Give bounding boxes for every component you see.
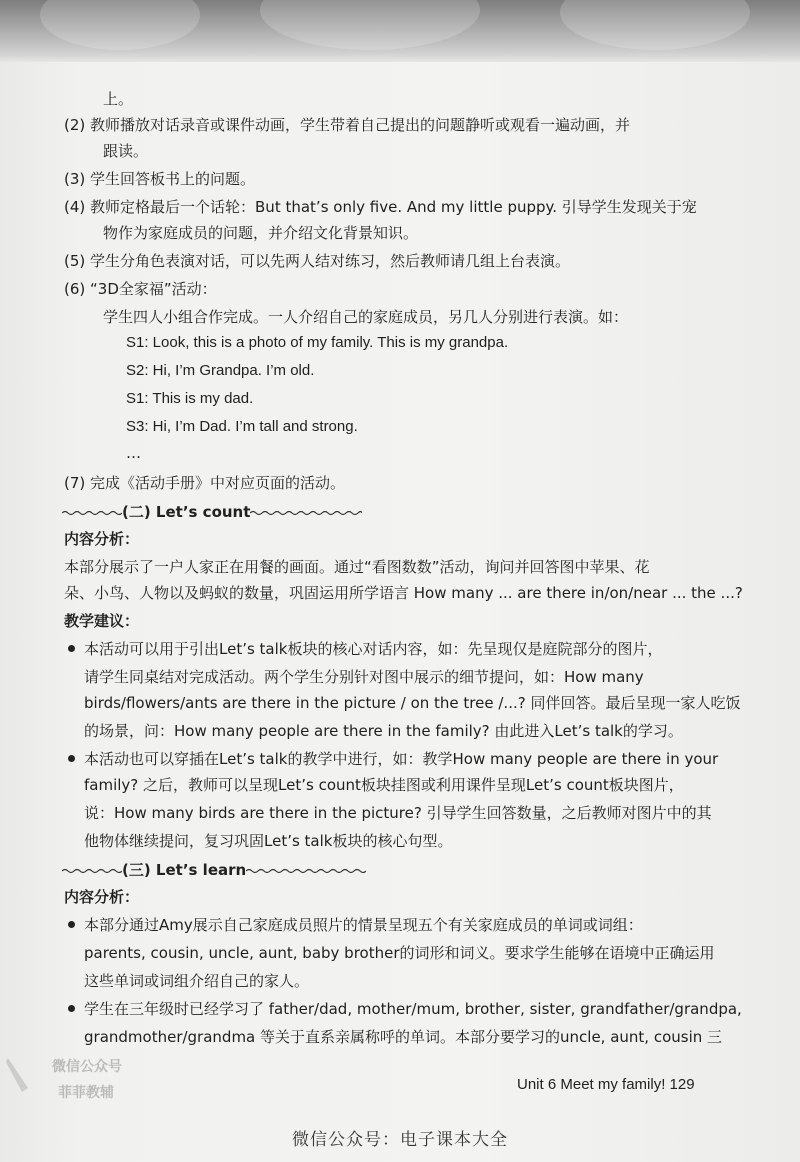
text-line: 本部分通过Amy展示自己家庭成员照片的情景呈现五个有关家庭成员的单词或词组： <box>84 916 643 934</box>
text-line: (2) 教师播放对话录音或课件动画，学生带着自己提出的问题静听或观看一遍动画，并 <box>64 116 631 134</box>
bullet-icon <box>68 921 75 928</box>
section-title: (二) Let’s count <box>122 503 251 521</box>
text-line: 学生在三年级时已经学习了 father/dad, mother/mum, brother, sister, grandfather/grandpa, <box>84 1000 742 1018</box>
text-line: birds/flowers/ants are there in the picture / on the tree /...? 同伴回答。最后呈现一家人吃饭 <box>84 694 741 712</box>
wave-rule-icon <box>62 868 122 874</box>
wave-rule-icon <box>246 868 366 874</box>
section-title: (三) Let’s learn <box>122 861 247 879</box>
bullet-icon <box>68 755 75 762</box>
dialogue-line: S1: Look, this is a photo of my family. This is my grandpa. <box>126 334 509 351</box>
page-footer-unit: Unit 6 Meet my family! 129 <box>517 1076 695 1093</box>
text-line: (4) 教师定格最后一个话轮：But that’s only five. And my little puppy. 引导学生发现关于宠 <box>64 198 697 216</box>
text-line: 本活动也可以穿插在Let’s talk的教学中进行，如：教学How many people are there in your <box>84 750 719 768</box>
pencil-icon <box>4 1054 34 1098</box>
text-line: 这些单词或词组介绍自己的家人。 <box>84 972 310 990</box>
text-line: parents, cousin, uncle, aunt, baby brother的词形和词义。要求学生能够在语境中正确运用 <box>84 944 715 962</box>
text-line: 的场景，问：How many people are there in the family? 由此进入Let’s talk的学习。 <box>84 722 683 740</box>
subheading: 教学建议： <box>64 612 140 630</box>
bullet-icon <box>68 645 75 652</box>
text-line: family? 之后，教师可以呈现Let’s count板块挂图或利用课件呈现Let’s count板块图片， <box>84 776 684 794</box>
text-line: 他物体继续提问，复习巩固Let’s talk板块的核心句型。 <box>84 832 453 850</box>
section-heading-lets-learn <box>62 860 366 880</box>
dialogue-line: S1: This is my dad. <box>126 390 254 407</box>
text-line: 跟读。 <box>103 142 149 160</box>
dialogue-line: S2: Hi, I’m Grandpa. I’m old. <box>126 362 315 379</box>
text-line: grandmother/grandma 等关于直系亲属称呼的单词。本部分要学习的uncle, aunt, cousin 三 <box>84 1028 723 1046</box>
text-line: 朵、小鸟、人物以及蚂蚁的数量，巩固运用所学语言 How many ... are there in/on/near ... the ...? <box>64 584 743 602</box>
top-photo-strip <box>0 0 800 62</box>
text-line: 本活动可以用于引出Let’s talk板块的核心对话内容，如：先呈现仅是庭院部分的图片， <box>84 640 663 658</box>
text-line: (5) 学生分角色表演对话，可以先两人结对练习，然后教师请几组上台表演。 <box>64 252 571 270</box>
wave-rule-icon <box>250 510 362 516</box>
subheading: 内容分析： <box>64 888 140 906</box>
ellipsis-line: … <box>126 444 141 462</box>
text-line: 请学生同桌结对完成活动。两个学生分别针对图中展示的细节提问，如：How many <box>84 668 644 686</box>
text-line: (3) 学生回答板书上的问题。 <box>64 170 256 188</box>
watermark-stamp: 微信公众号 菲菲教辅 <box>4 1048 124 1116</box>
text-line: (7) 完成《活动手册》中对应页面的活动。 <box>64 474 346 492</box>
wave-rule-icon <box>62 510 122 516</box>
subheading: 内容分析： <box>64 530 140 548</box>
text-line: 上。 <box>103 90 134 108</box>
text-line: 学生四人小组合作完成。一人介绍自己的家庭成员，另几人分别进行表演。如： <box>103 308 629 326</box>
text-line: 物作为家庭成员的问题，并介绍文化背景知识。 <box>103 224 419 242</box>
text-line: 说：How many birds are there in the picture? 引导学生回答数量，之后教师对图片中的其 <box>84 804 712 822</box>
text-line: 本部分展示了一户人家正在用餐的画面。通过“看图数数”活动，询问并回答图中苹果、花 <box>64 558 650 576</box>
bullet-icon <box>68 1005 75 1012</box>
section-heading-lets-count <box>62 502 362 522</box>
text-line: (6) “3D全家福”活动： <box>64 280 217 298</box>
dialogue-line: S3: Hi, I’m Dad. I’m tall and strong. <box>126 418 358 435</box>
footer-watermark: 微信公众号：电子课本大全 <box>292 1130 508 1150</box>
